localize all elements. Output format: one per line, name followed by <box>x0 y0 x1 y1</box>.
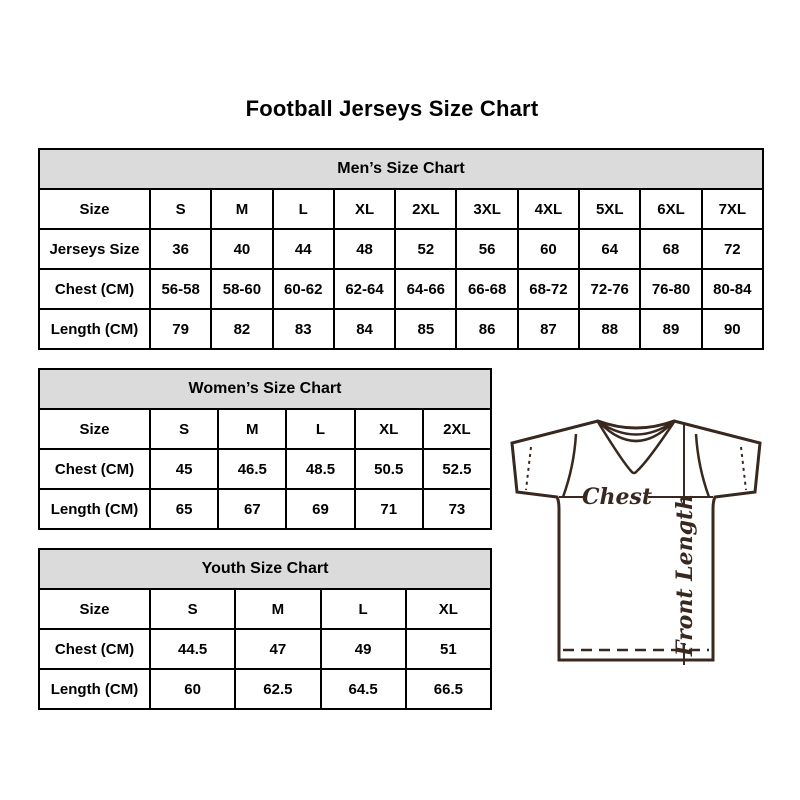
table-cell: M <box>210 190 271 228</box>
table-cell: 4XL <box>517 190 578 228</box>
table-cell: 65 <box>149 490 217 528</box>
table-cell: 49 <box>320 630 405 668</box>
table-cell: 73 <box>422 490 490 528</box>
table-cell: L <box>320 590 405 628</box>
table-cell: 44 <box>272 230 333 268</box>
table-row <box>40 188 762 228</box>
table-cell: 66-68 <box>455 270 516 308</box>
table-cell: 79 <box>149 310 210 348</box>
table-cell: 64 <box>578 230 639 268</box>
table-title: Women’s Size Chart <box>40 370 490 408</box>
page-title: Football Jerseys Size Chart <box>245 96 539 121</box>
chest-label: Chest <box>581 484 653 510</box>
table-title: Men’s Size Chart <box>40 150 762 188</box>
table-cell: XL <box>354 410 422 448</box>
table-cell: 66.5 <box>405 670 490 708</box>
table-cell: 71 <box>354 490 422 528</box>
table-row <box>40 628 490 668</box>
left-sleeve-seam <box>563 434 576 497</box>
table-row <box>40 448 490 488</box>
table-cell: 36 <box>149 230 210 268</box>
table-cell: 60-62 <box>272 270 333 308</box>
row-label-cell: Size <box>79 600 110 618</box>
front-length-label: Front Length <box>672 493 698 657</box>
table-cell: 7XL <box>701 190 762 228</box>
table-row <box>40 668 490 708</box>
table-cell: M <box>234 590 319 628</box>
table-cell: 83 <box>272 310 333 348</box>
table-cell: 56 <box>455 230 516 268</box>
table-cell: L <box>272 190 333 228</box>
table-cell: 48.5 <box>285 450 353 488</box>
table-cell: 80-84 <box>701 270 762 308</box>
table-cell: 68-72 <box>517 270 578 308</box>
table-cell: 62.5 <box>234 670 319 708</box>
table-cell: S <box>149 190 210 228</box>
table-cell: 60 <box>517 230 578 268</box>
table-row <box>40 268 762 308</box>
jersey-outline-icon <box>500 403 778 671</box>
table-row <box>40 408 490 448</box>
table-cell: 48 <box>333 230 394 268</box>
table-cell: 86 <box>455 310 516 348</box>
row-label-cell: Chest (CM) <box>54 460 135 478</box>
table-cell: 52.5 <box>422 450 490 488</box>
table-cell: XL <box>333 190 394 228</box>
jersey-measurement-diagram <box>500 403 778 671</box>
right-cuff-dashed-line <box>741 447 746 490</box>
table-row <box>40 228 762 268</box>
row-label-cell: Chest (CM) <box>54 640 135 658</box>
row-label-cell: Length (CM) <box>50 680 139 698</box>
table-cell: S <box>149 410 217 448</box>
table-cell: 67 <box>217 490 285 528</box>
womens-size-table <box>38 368 492 530</box>
table-cell: 64-66 <box>394 270 455 308</box>
table-cell: 6XL <box>639 190 700 228</box>
table-row <box>40 588 490 628</box>
youth-size-table <box>38 548 492 710</box>
table-row <box>40 308 762 348</box>
table-cell: 56-58 <box>149 270 210 308</box>
table-cell: S <box>149 590 234 628</box>
table-cell: 58-60 <box>210 270 271 308</box>
table-cell: 62-64 <box>333 270 394 308</box>
table-cell: 72 <box>701 230 762 268</box>
table-cell: 85 <box>394 310 455 348</box>
table-cell: 47 <box>234 630 319 668</box>
table-cell: 76-80 <box>639 270 700 308</box>
table-cell: 72-76 <box>578 270 639 308</box>
table-cell: 69 <box>285 490 353 528</box>
table-cell: 51 <box>405 630 490 668</box>
table-cell: 84 <box>333 310 394 348</box>
table-cell: 44.5 <box>149 630 234 668</box>
table-cell: M <box>217 410 285 448</box>
table-cell: 40 <box>210 230 271 268</box>
table-cell: 3XL <box>455 190 516 228</box>
table-cell: 68 <box>639 230 700 268</box>
table-cell: 46.5 <box>217 450 285 488</box>
table-cell: 88 <box>578 310 639 348</box>
table-cell: 2XL <box>422 410 490 448</box>
row-label-cell: Chest (CM) <box>54 280 135 298</box>
table-cell: 90 <box>701 310 762 348</box>
table-cell: L <box>285 410 353 448</box>
table-cell: 52 <box>394 230 455 268</box>
table-cell: 64.5 <box>320 670 405 708</box>
row-label-cell: Length (CM) <box>50 500 139 518</box>
table-cell: XL <box>405 590 490 628</box>
right-sleeve-seam <box>696 434 709 497</box>
table-cell: 50.5 <box>354 450 422 488</box>
table-row <box>40 488 490 528</box>
table-cell: 60 <box>149 670 234 708</box>
jersey-body-outline <box>512 421 760 660</box>
mens-size-table <box>38 148 764 350</box>
row-label-cell: Size <box>79 200 110 218</box>
table-cell: 89 <box>639 310 700 348</box>
row-label-cell: Jerseys Size <box>49 240 140 258</box>
table-cell: 82 <box>210 310 271 348</box>
table-cell: 87 <box>517 310 578 348</box>
row-label-cell: Size <box>79 420 110 438</box>
table-cell: 45 <box>149 450 217 488</box>
row-label-cell: Length (CM) <box>50 320 139 338</box>
table-cell: 2XL <box>394 190 455 228</box>
table-title: Youth Size Chart <box>40 550 490 588</box>
left-cuff-dashed-line <box>526 447 531 490</box>
table-cell: 5XL <box>578 190 639 228</box>
